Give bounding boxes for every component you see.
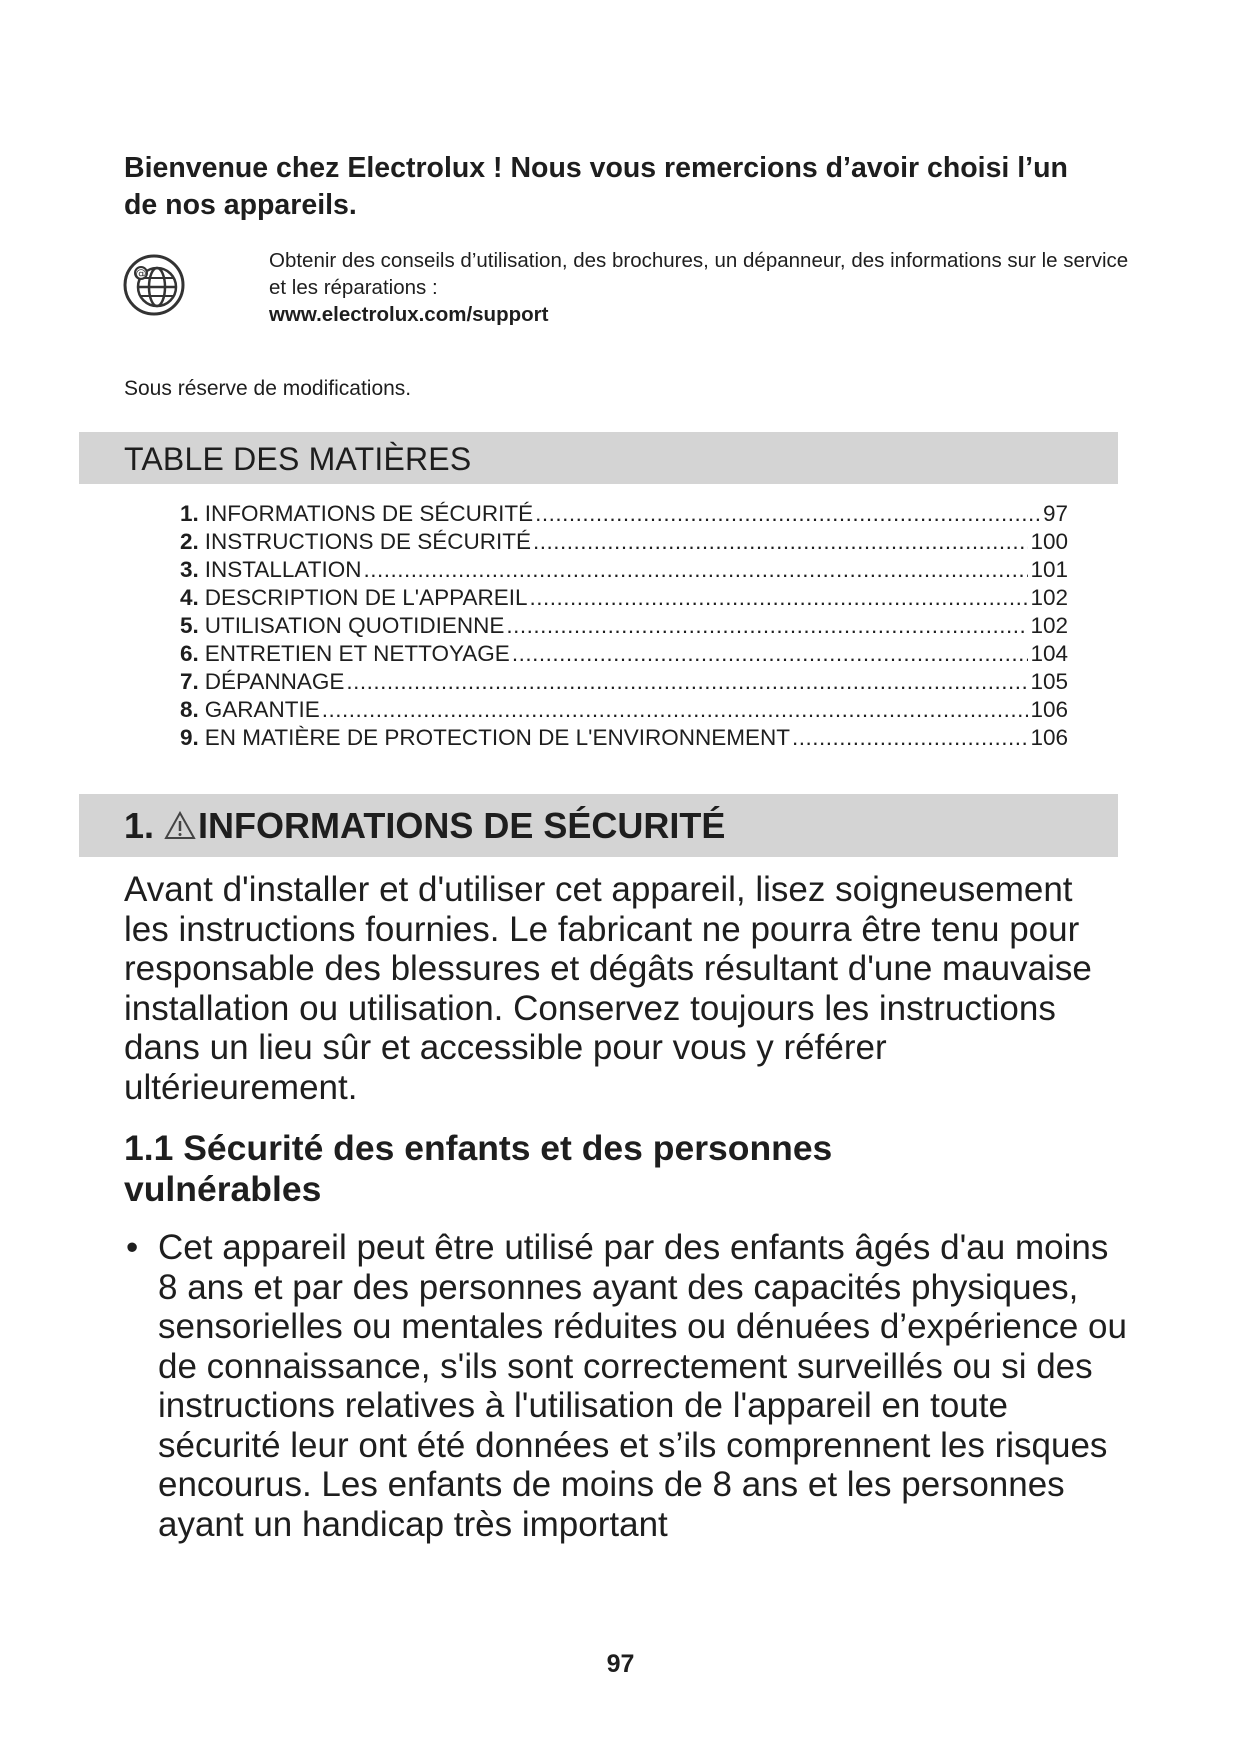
support-info xyxy=(269,247,1129,328)
toc-dot-leader xyxy=(346,668,1028,696)
toc-entry-page: 101 xyxy=(1030,557,1068,582)
toc-entry-number: 6. xyxy=(180,641,199,666)
toc-entry[interactable] xyxy=(180,696,1068,724)
toc-dot-leader xyxy=(535,500,1041,528)
toc-dot-leader xyxy=(322,696,1029,724)
toc-entry[interactable] xyxy=(180,556,1068,584)
change-notice: Sous réserve de modifications. xyxy=(124,377,412,400)
toc-entry[interactable] xyxy=(180,584,1068,612)
toc-entry-number: 7. xyxy=(180,669,199,694)
toc-entry-page: 106 xyxy=(1030,697,1068,722)
toc-entry-number: 4. xyxy=(180,585,199,610)
support-link[interactable]: www.electrolux.com/support xyxy=(269,303,549,326)
toc-entry-number: 5. xyxy=(180,613,199,638)
toc-entry-page: 106 xyxy=(1030,725,1068,750)
bullet-mark: • xyxy=(126,1228,139,1267)
toc-entry-number: 1. xyxy=(180,501,199,526)
page-number: 97 xyxy=(606,1650,635,1678)
toc-dot-leader xyxy=(363,556,1028,584)
globe-web-icon xyxy=(122,253,186,317)
toc-entry[interactable] xyxy=(180,612,1068,640)
toc-entry[interactable] xyxy=(180,640,1068,668)
toc-dot-leader xyxy=(533,528,1028,556)
toc-entry-label: INSTALLATION xyxy=(204,557,362,582)
toc-entry-label: GARANTIE xyxy=(204,697,320,722)
toc-entry-label: ENTRETIEN ET NETTOYAGE xyxy=(204,641,510,666)
bullet-item xyxy=(124,1228,1134,1544)
toc-entry-page: 104 xyxy=(1030,641,1068,666)
toc-entry-page: 105 xyxy=(1030,669,1068,694)
toc-entry-label: EN MATIÈRE DE PROTECTION DE L'ENVIRONNEMENT xyxy=(204,725,790,750)
toc-dot-leader xyxy=(506,612,1028,640)
toc-entry-label: INSTRUCTIONS DE SÉCURITÉ xyxy=(204,529,532,554)
toc-entry-number: 2. xyxy=(180,529,199,554)
toc-entry-label: DÉPANNAGE xyxy=(204,669,345,694)
toc-entry-page: 100 xyxy=(1030,529,1068,554)
subsection-title: 1.1 Sécurité des enfants et des personnes vulnérables xyxy=(124,1128,833,1209)
warning-triangle-icon xyxy=(164,811,196,841)
support-description: Obtenir des conseils d’utilisation, des brochures, un dépanneur, des informations sur le service et les réparations : xyxy=(269,249,1129,299)
toc-list xyxy=(180,500,1068,752)
toc-entry-page: 102 xyxy=(1030,613,1068,638)
toc-entry[interactable] xyxy=(180,528,1068,556)
toc-dot-leader xyxy=(512,640,1029,668)
toc-entry-label: INFORMATIONS DE SÉCURITÉ xyxy=(204,501,534,526)
toc-dot-leader xyxy=(529,584,1028,612)
toc-entry-number: 3. xyxy=(180,557,199,582)
toc-entry-page: 97 xyxy=(1042,501,1068,526)
toc-entry[interactable] xyxy=(180,500,1068,528)
toc-entry-page: 102 xyxy=(1030,585,1068,610)
toc-entry[interactable] xyxy=(180,668,1068,696)
section-number: 1. xyxy=(124,805,155,846)
bullet-text: Cet appareil peut être utilisé par des enfants âgés d'au moins 8 ans et par des personnes ayant des capacités physiques, sensorielles ou mentales réduites ou dénuées d’expérience ou de connaissance, s'ils sont correctement surveillés ou si des instructions relatives à l'utilisation de l'appareil en toute sécurité leur ont été données et s’ils comprennent les risques encourus. Les enfants de moins de 8 ans et les personnes ayant un handicap très important xyxy=(158,1228,1127,1544)
toc-entry-label: DESCRIPTION DE L'APPAREIL xyxy=(204,585,528,610)
toc-entry-number: 9. xyxy=(180,725,199,750)
toc-entry-number: 8. xyxy=(180,697,199,722)
toc-entry-label: UTILISATION QUOTIDIENNE xyxy=(204,613,505,638)
section-title xyxy=(124,803,725,849)
section-title-text: INFORMATIONS DE SÉCURITÉ xyxy=(198,805,726,846)
toc-title: TABLE DES MATIÈRES xyxy=(124,441,472,477)
safety-intro-paragraph: Avant d'installer et d'utiliser cet appareil, lisez soigneusement les instructions fournies. Le fabricant ne pourra être tenu pour responsable des blessures et dégâts résultant d'une mauvaise installation ou utilisation. Conservez toujours les instructions dans un lieu sûr et accessible pour vous y référer ultérieurement. xyxy=(124,870,1092,1107)
toc-entry[interactable] xyxy=(180,724,1068,752)
welcome-heading: Bienvenue chez Electrolux ! Nous vous remercions d’avoir choisi l’un de nos appareils. xyxy=(124,152,1068,221)
toc-dot-leader xyxy=(792,724,1029,752)
svg-text:@: @ xyxy=(135,267,147,280)
